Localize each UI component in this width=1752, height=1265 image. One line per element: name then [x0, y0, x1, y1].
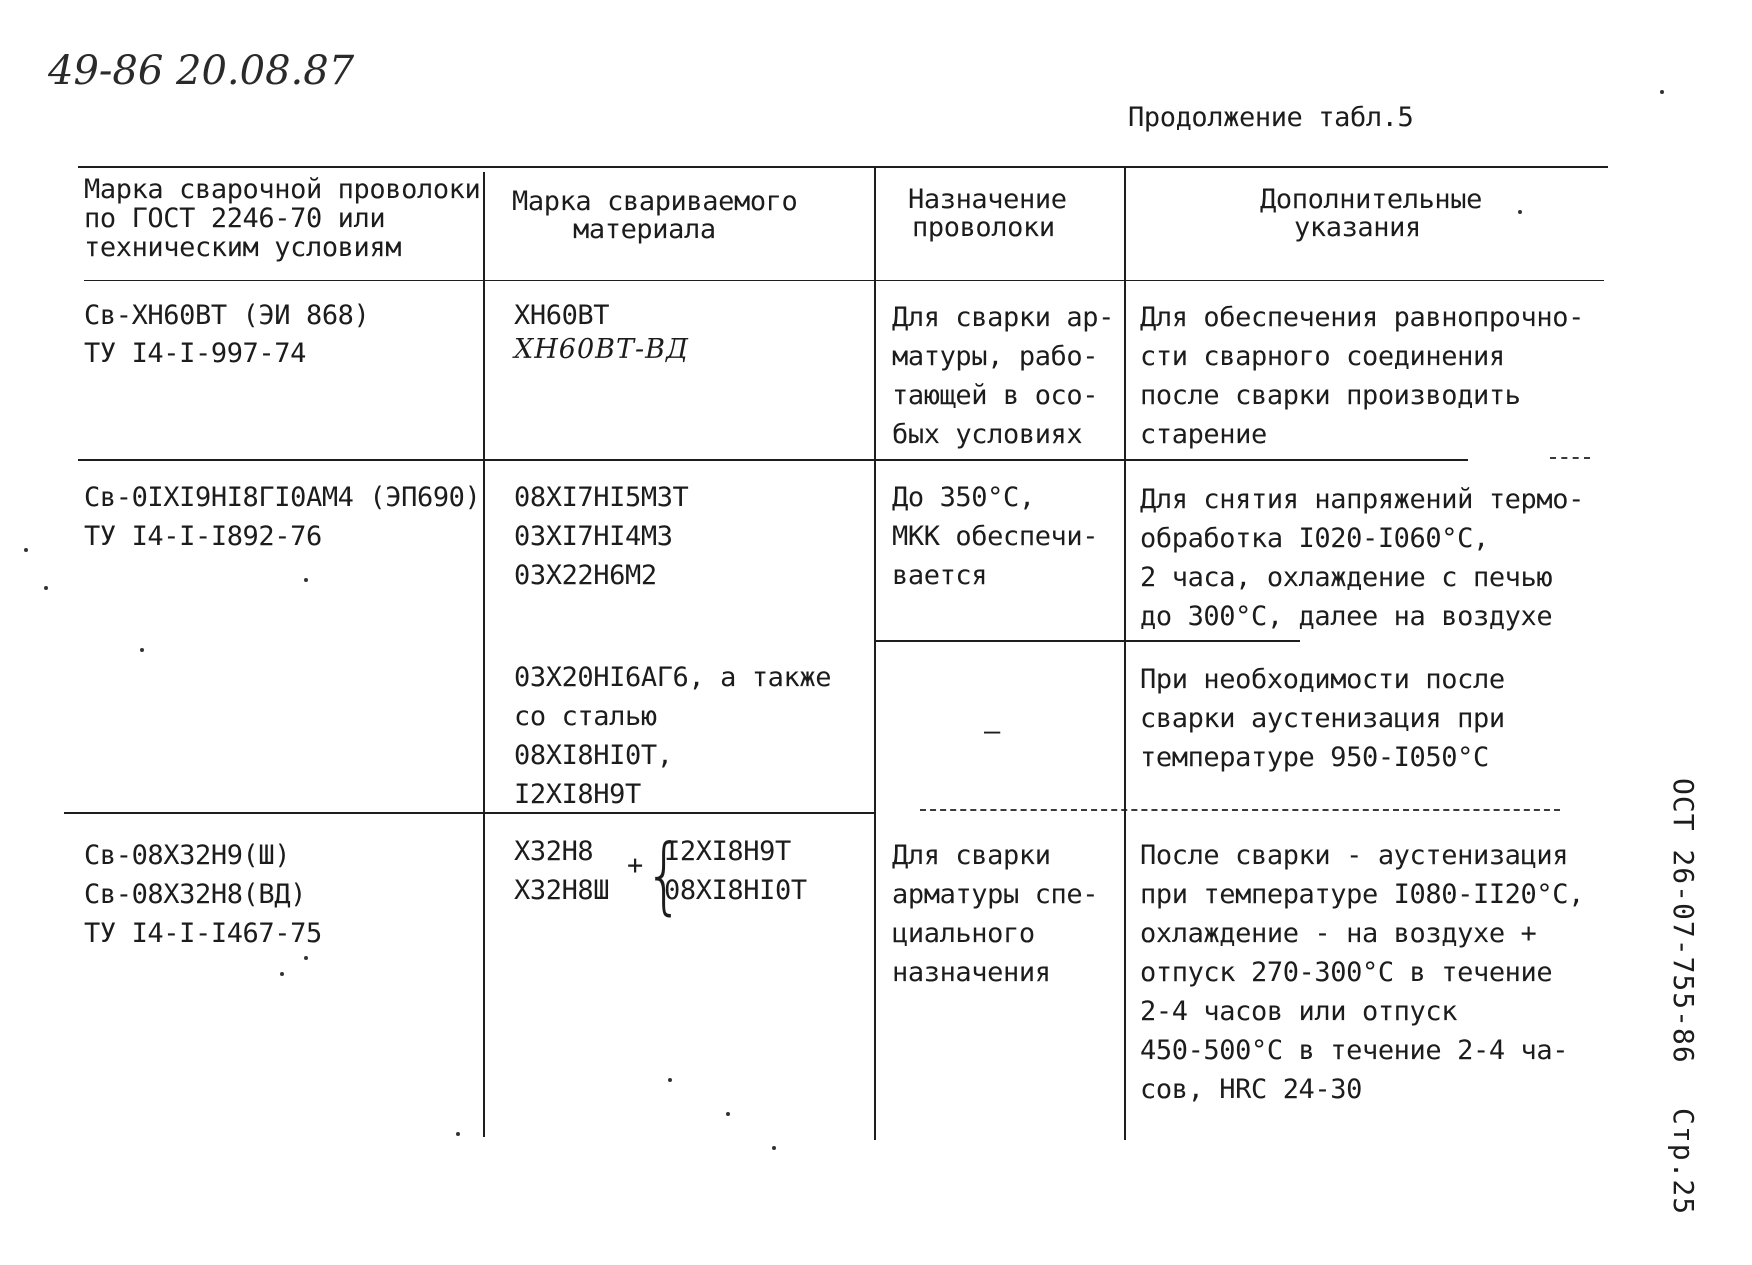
table-top-rule: [78, 166, 1608, 168]
notes-line: до 300°C, далее на воздухе: [1140, 601, 1553, 632]
notes-line: 2 часа, охлаждение с печью: [1140, 562, 1553, 593]
purpose-line: До 350°C,: [892, 482, 1035, 513]
notes-line: старение: [1140, 419, 1267, 450]
scan-speck: [280, 972, 284, 976]
scan-speck: [1518, 210, 1522, 214]
notes-line: сов, HRC 24-30: [1140, 1074, 1362, 1105]
purpose-line: Для сварки: [892, 840, 1051, 871]
notes-line: отпуск 270-300°C в течение: [1140, 957, 1553, 988]
scan-speck: [1660, 90, 1664, 94]
row1-bottom-rule-tail: [1550, 457, 1590, 459]
header-line: техническим условиям: [84, 232, 402, 263]
scan-speck: [304, 578, 308, 582]
purpose-line: МКК обеспечи-: [892, 521, 1099, 552]
purpose-line: назначения: [892, 957, 1051, 988]
material-grade: I2XI8H9T: [514, 779, 641, 810]
header-line: указания: [1294, 212, 1421, 243]
wire-grade: Св-08X32H8(ВД): [84, 879, 306, 910]
scan-speck: [456, 1132, 460, 1136]
material-grade: 03X22H6M2: [514, 560, 657, 591]
scan-speck: [140, 648, 144, 652]
scan-speck: [772, 1146, 776, 1150]
material-grade: 08XI7HI5M3T: [514, 482, 689, 513]
notes-line: Для снятия напряжений термо-: [1140, 484, 1584, 515]
notes-line: сти сварного соединения: [1140, 341, 1505, 372]
scan-speck: [726, 1112, 730, 1116]
material-grade: со сталью: [514, 701, 657, 732]
handwritten-note: 49-86 20.08.87: [48, 48, 355, 94]
notes-line: После сварки - аустенизация: [1140, 840, 1569, 871]
header-line: Марка сварочной проволоки: [84, 174, 481, 205]
plus-sign: +: [627, 850, 644, 881]
purpose-line: Для сварки ар-: [892, 302, 1114, 333]
material-grade: X32H8: [514, 836, 594, 867]
brace-symbol: {: [645, 827, 684, 925]
wire-spec: ТУ I4-I-I467-75: [84, 918, 322, 949]
notes-line: сварки аустенизация при: [1140, 703, 1505, 734]
continuation-caption: Продолжение табл.5: [1128, 102, 1414, 133]
header-line: Марка свариваемого: [512, 186, 798, 217]
notes-line: при температуре I080-II20°C,: [1140, 879, 1584, 910]
wire-grade: Св-0IXI9HI8ГI0АМ4 (ЭП690): [84, 482, 481, 513]
header-line: Назначение: [908, 184, 1067, 215]
row2-bottom-rule-right: [920, 809, 1560, 811]
notes-line: температуре 950-I050°C: [1140, 742, 1489, 773]
row2a-bottom-rule: [876, 640, 1300, 642]
header-line: по ГОСТ 2246-70 или: [84, 203, 386, 234]
notes-line: 450-500°C в течение 2-4 ча-: [1140, 1035, 1569, 1066]
material-grade: I2XI8H9T: [664, 836, 791, 867]
scan-speck: [24, 548, 28, 552]
notes-line: При необходимости после: [1140, 664, 1505, 695]
purpose-line: вается: [892, 560, 988, 591]
material-grade: 03XI7HI4M3: [514, 521, 673, 552]
wire-spec: ТУ I4-I-I892-76: [84, 521, 322, 552]
scan-speck: [668, 1078, 672, 1082]
scan-speck: [44, 586, 48, 590]
material-grade: 08XI8HI0T,: [514, 740, 673, 771]
wire-grade: Св-08X32H9(Ш): [84, 840, 291, 871]
wire-grade: Св-ХН60ВТ (ЭИ 868): [84, 300, 370, 331]
col-rule-1: [483, 172, 485, 1137]
purpose-dash: —: [984, 716, 1000, 747]
scan-speck: [304, 956, 308, 960]
material-grade: 08XI8HI0T: [664, 875, 807, 906]
side-page-number: Стр.25: [1667, 1108, 1700, 1216]
material-grade: X32H8Ш: [514, 875, 610, 906]
header-line: материала: [573, 214, 716, 245]
notes-line: 2-4 часов или отпуск: [1140, 996, 1458, 1027]
col-rule-2: [874, 168, 876, 1140]
wire-spec: ТУ I4-I-997-74: [84, 338, 306, 369]
row2-bottom-rule: [64, 812, 874, 814]
purpose-line: матуры, рабо-: [892, 341, 1099, 372]
material-grade: 03X20HI6AГ6, а также: [514, 662, 832, 693]
material-grade: ХН60ВТ: [514, 300, 610, 331]
header-bottom-rule: [84, 280, 1604, 281]
header-line: Дополнительные: [1260, 184, 1482, 215]
notes-line: Для обеспечения равнопрочно-: [1140, 302, 1584, 333]
purpose-line: арматуры спе-: [892, 879, 1099, 910]
notes-line: обработка I020-I060°C,: [1140, 523, 1489, 554]
purpose-line: циального: [892, 918, 1035, 949]
row1-bottom-rule: [78, 459, 1468, 461]
header-line: проволоки: [912, 212, 1055, 243]
purpose-line: тающей в осо-: [892, 380, 1099, 411]
material-grade-handwritten: ХН60ВТ-ВД: [514, 334, 689, 365]
notes-line: охлаждение - на воздухе +: [1140, 918, 1537, 949]
notes-line: после сварки производить: [1140, 380, 1521, 411]
side-document-code: ОСТ 26-07-755-86: [1667, 778, 1700, 1064]
purpose-line: бых условиях: [892, 419, 1083, 450]
col-rule-3: [1124, 168, 1126, 1140]
